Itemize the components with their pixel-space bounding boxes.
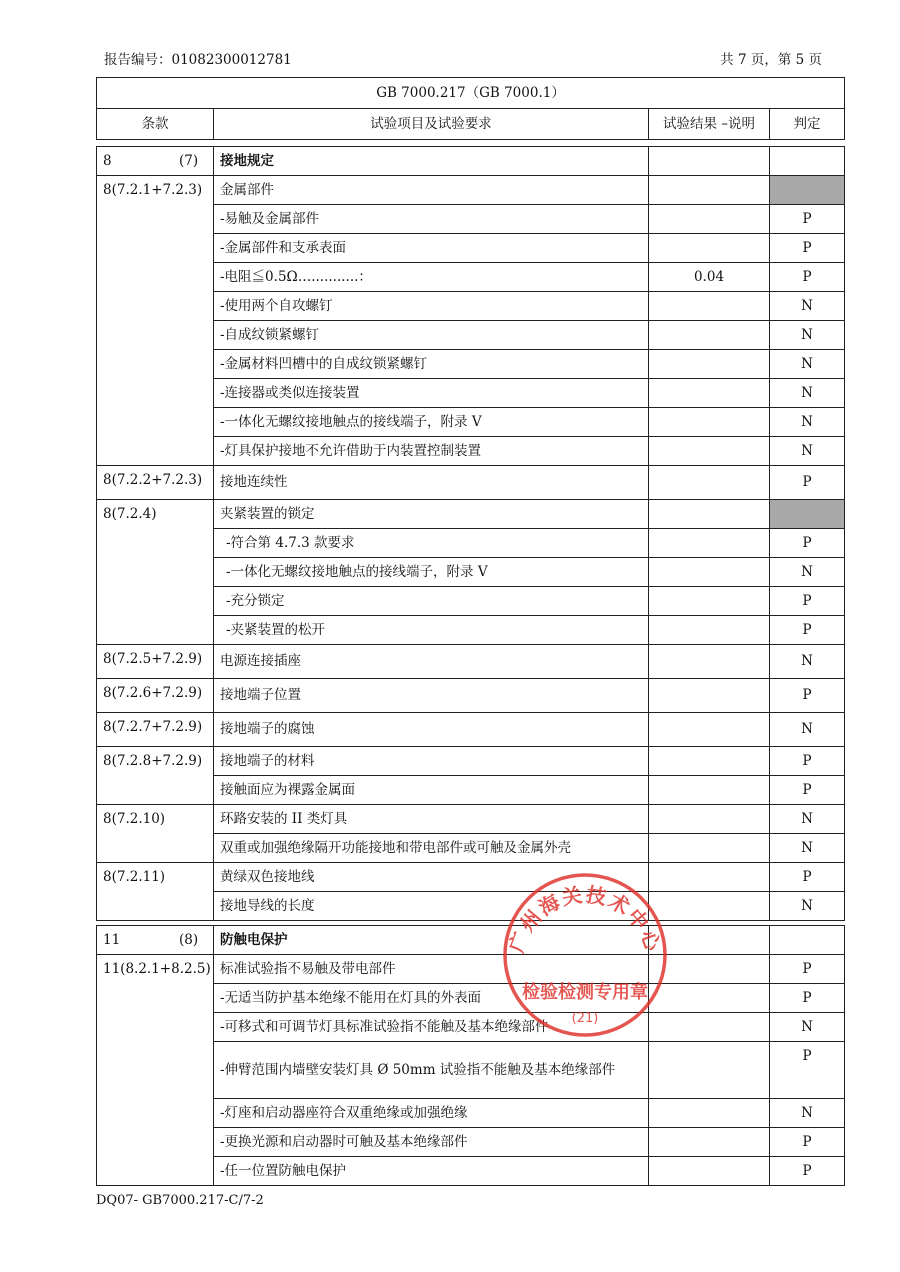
result-cell [649,863,770,892]
result-cell [649,805,770,834]
item-cell: -灯具保护接地不允许借助于内装置控制装置 [214,437,649,466]
result-cell [649,616,770,645]
result-cell [649,500,770,529]
clause-cell: 8(7.2.8+7.2.9) [97,747,214,805]
item-cell: -一体化无螺纹接地触点的接线端子，附录 V [214,408,649,437]
result-cell [649,321,770,350]
result-cell [649,408,770,437]
verdict-cell: P [770,1042,845,1099]
result-cell [649,747,770,776]
verdict-cell: P [770,984,845,1013]
item-cell: -一体化无螺纹接地触点的接线端子，附录 V [214,558,649,587]
col-header-result: 试验结果 –说明 [649,109,770,140]
result-cell [649,1157,770,1186]
verdict-cell: P [770,529,845,558]
item-cell: -电阻≦0.5Ω…...........： [214,263,649,292]
item-cell: -任一位置防触电保护 [214,1157,649,1186]
result-cell [649,776,770,805]
table-row [97,713,845,747]
table-row [97,805,845,834]
result-cell [649,587,770,616]
result-cell [649,1099,770,1128]
result-cell [649,205,770,234]
verdict-cell: P [770,863,845,892]
item-cell: -符合第 4.7.3 款要求 [214,529,649,558]
verdict-cell [770,176,845,205]
seal-purpose-text: 检验检测专用章 [522,982,648,1003]
verdict-cell: N [770,408,845,437]
result-cell [649,292,770,321]
clause-cell: 11(8.2.1+8.2.5) [97,955,214,1186]
verdict-cell: N [770,1013,845,1042]
verdict-cell: N [770,645,845,679]
result-cell [649,984,770,1013]
item-cell: -灯座和启动器座符合双重绝缘或加强绝缘 [214,1099,649,1128]
item-cell: -无适当防护基本绝缘不能用在灯具的外表面 [214,984,649,1013]
result-cell [649,1128,770,1157]
clause-cell: 8(7.2.4) [97,500,214,645]
item-cell: -可移式和可调节灯具标准试验指不能触及基本绝缘部件 [214,1013,649,1042]
table-row [97,466,845,500]
shock-protection-section-table [96,925,845,1186]
verdict-cell: P [770,205,845,234]
table-row [97,955,845,984]
verdict-cell: P [770,234,845,263]
standard-header-table [96,77,845,140]
section-title: 接地规定 [214,147,649,176]
table-row [97,176,845,205]
item-cell: 接触面应为裸露金属面 [214,776,649,805]
result-cell [649,234,770,263]
verdict-cell: P [770,1157,845,1186]
verdict-cell: N [770,437,845,466]
clause-cell: 8(7.2.2+7.2.3) [97,466,214,500]
item-cell: 接地连续性 [214,466,649,500]
result-cell [649,558,770,587]
clause-cell: 8(7.2.1+7.2.3) [97,176,214,466]
table-row [97,747,845,776]
item-cell: 接地导线的长度 [214,892,649,921]
section-result-cell [649,147,770,176]
verdict-cell: P [770,955,845,984]
result-cell [649,892,770,921]
item-cell: -连接器或类似连接装置 [214,379,649,408]
verdict-cell: N [770,379,845,408]
section-clause [97,147,214,176]
section-clause [97,926,214,955]
item-cell: 电源连接插座 [214,645,649,679]
item-cell: -充分锁定 [214,587,649,616]
item-cell: 双重或加强绝缘隔开功能接地和带电部件或可触及金属外壳 [214,834,649,863]
result-cell [649,350,770,379]
item-cell: 夹紧装置的锁定 [214,500,649,529]
verdict-cell: N [770,805,845,834]
section-title-row [97,147,845,176]
item-cell: -伸臂范围内墙壁安装灯具 Ø 50mm 试验指不能触及基本绝缘部件 [214,1042,649,1099]
seal-org-text: 广州海关技术中心 [504,882,666,956]
verdict-cell: P [770,679,845,713]
col-header-item: 试验项目及试验要求 [214,109,649,140]
result-cell [649,1013,770,1042]
item-cell: 黄绿双色接地线 [214,863,649,892]
verdict-cell: P [770,747,845,776]
earthing-section-table [96,146,845,921]
clause-cell: 8(7.2.7+7.2.9) [97,713,214,747]
result-cell [649,679,770,713]
section-number: 8 [103,152,112,169]
result-cell [649,379,770,408]
verdict-cell: N [770,834,845,863]
verdict-cell: P [770,466,845,500]
verdict-cell: N [770,713,845,747]
standard-title: GB 7000.217（GB 7000.1） [97,78,845,109]
section-ref: (7) [179,152,199,169]
page-info: 共 7 页，第 5 页 [720,52,822,68]
result-cell [649,466,770,500]
verdict-cell: N [770,558,845,587]
item-cell: -金属部件和支承表面 [214,234,649,263]
document-code: DQ07- GB7000.217-C/7-2 [96,1193,264,1208]
table-row [97,863,845,892]
verdict-cell: N [770,350,845,379]
item-cell: -夹紧装置的松开 [214,616,649,645]
seal-branch-text: (21) [571,1011,599,1026]
result-cell [649,834,770,863]
clause-cell: 8(7.2.11) [97,863,214,921]
verdict-cell: N [770,892,845,921]
verdict-cell: P [770,1128,845,1157]
col-header-verdict: 判定 [770,109,845,140]
table-row [97,500,845,529]
col-header-clause: 条款 [97,109,214,140]
result-cell: 0.04 [649,263,770,292]
item-cell: -金属材料凹槽中的自成纹锁紧螺钉 [214,350,649,379]
report-number: 报告编号：01082300012781 [104,52,292,68]
item-cell: 接地端子的材料 [214,747,649,776]
section-number: 11 [103,931,121,948]
item-cell: -易触及金属部件 [214,205,649,234]
item-cell: 接地端子位置 [214,679,649,713]
section-ref: (8) [179,931,199,948]
result-cell [649,176,770,205]
section-verdict-cell [770,926,845,955]
verdict-cell: P [770,587,845,616]
section-result-cell [649,926,770,955]
table-row [97,645,845,679]
verdict-cell: N [770,292,845,321]
clause-cell: 8(7.2.5+7.2.9) [97,645,214,679]
item-cell: 环路安装的 II 类灯具 [214,805,649,834]
section-verdict-cell [770,147,845,176]
table-row [97,679,845,713]
verdict-cell: P [770,616,845,645]
section-title: 防触电保护 [214,926,649,955]
clause-cell: 8(7.2.6+7.2.9) [97,679,214,713]
result-cell [649,713,770,747]
verdict-cell: P [770,776,845,805]
result-cell [649,1042,770,1099]
result-cell [649,645,770,679]
clause-cell: 8(7.2.10) [97,805,214,863]
item-cell: 标准试验指不易触及带电部件 [214,955,649,984]
item-cell: -更换光源和启动器时可触及基本绝缘部件 [214,1128,649,1157]
result-cell [649,529,770,558]
item-cell: -使用两个自攻螺钉 [214,292,649,321]
section-title-row [97,926,845,955]
result-cell [649,437,770,466]
verdict-cell [770,500,845,529]
result-cell [649,955,770,984]
item-cell: 接地端子的腐蚀 [214,713,649,747]
verdict-cell: P [770,263,845,292]
verdict-cell: N [770,321,845,350]
item-cell: -自成纹锁紧螺钉 [214,321,649,350]
item-cell: 金属部件 [214,176,649,205]
verdict-cell: N [770,1099,845,1128]
